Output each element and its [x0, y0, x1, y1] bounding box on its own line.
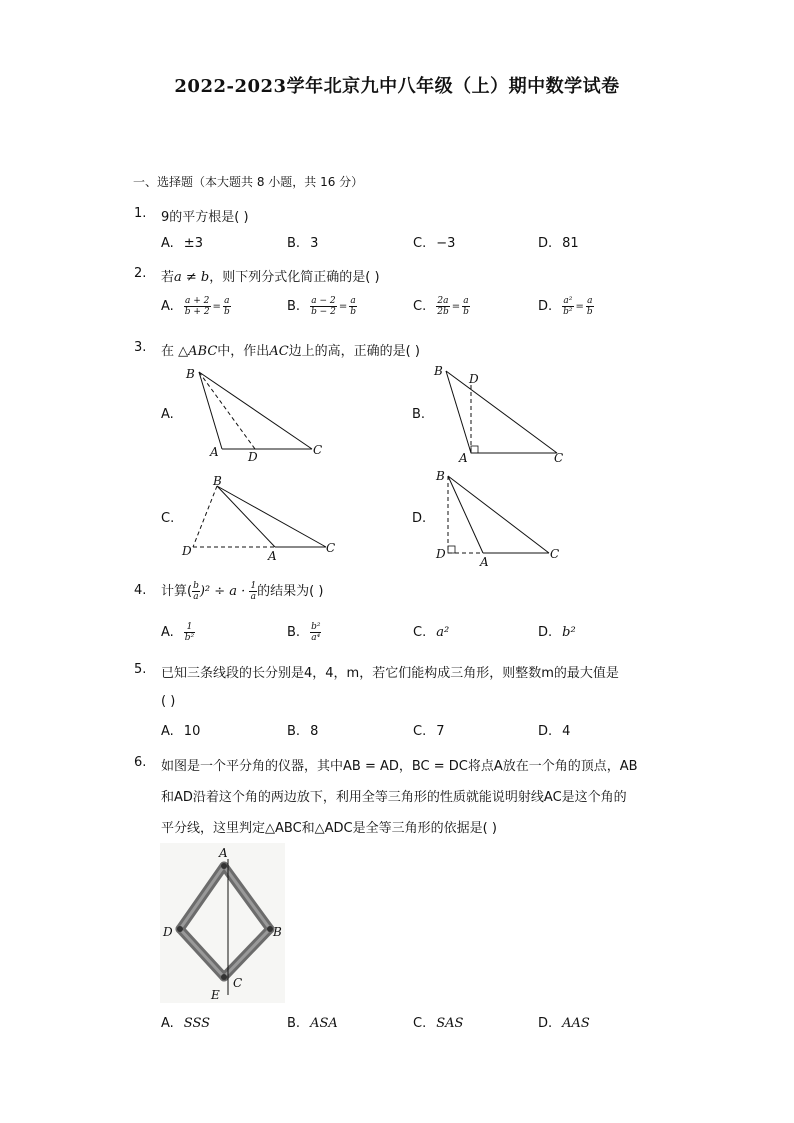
question-text: 已知三条线段的长分别是4，4，m，若它们能构成三角形，则整数m的最大值是	[161, 666, 619, 681]
option-d: D. AAS	[538, 1016, 590, 1031]
option-a: A. ±3	[161, 236, 203, 251]
figure-option-b	[430, 362, 580, 467]
option-d: D. $\frac{\text{a²}}{\text{b²}}$ = $\frac{a}{b}$	[538, 296, 593, 317]
option-b: B. ASA	[287, 1016, 338, 1031]
option-a: A. SSS	[161, 1016, 211, 1031]
option-b: B. 3	[287, 236, 319, 251]
question-text: 在 △ABC中，作出AC边上的高，正确的是( )	[161, 344, 420, 359]
option-c: C.	[161, 511, 175, 526]
figure-option-a	[180, 362, 330, 467]
point-label-c: C	[313, 443, 323, 457]
option-b: B. $\frac{\text{b²}}{\text{a⁴}}$	[287, 622, 321, 643]
point-label-e: E	[211, 988, 220, 1002]
point-label-a: A	[268, 549, 277, 563]
option-b: B. $\frac{a - 2}{b - 2}$ = $\frac{a}{b}$	[287, 296, 356, 317]
option-a: A. $\frac{1}{\text{b²}}$	[161, 622, 195, 643]
point-label-d: D	[248, 450, 258, 464]
option-c: C. a²	[413, 625, 450, 640]
option-c: C. SAS	[413, 1016, 464, 1031]
point-label-c: C	[233, 976, 243, 990]
point-label-b: B	[436, 469, 445, 483]
section-heading: 一、选择题（本大题共 8 小题，共 16 分）	[133, 175, 364, 189]
question-number: 1.	[134, 206, 147, 221]
point-label-c: C	[554, 451, 564, 465]
figure-option-c	[180, 472, 340, 567]
question-number: 2.	[134, 266, 147, 281]
question-text: 计算( $\frac{b}{a}$ )² ÷ a · $\frac{1}{a}$ 的结果为( )	[161, 581, 324, 602]
point-label-c: C	[550, 547, 560, 561]
option-a: A.	[161, 407, 174, 422]
option-d: D. 81	[538, 236, 579, 251]
point-label-a: A	[219, 846, 228, 860]
question-number: 3.	[134, 340, 147, 355]
option-b: B. 8	[287, 724, 319, 739]
point-label-b: B	[186, 367, 195, 381]
option-d: D. b²	[538, 625, 576, 640]
point-label-b: B	[273, 925, 282, 939]
question-text-line2: 和AD沿着这个角的两边放下，利用全等三角形的性质就能说明射线AC是这个角的	[161, 790, 627, 805]
question-text-line1: 如图是一个平分角的仪器，其中AB = AD，BC = DC将点A放在一个角的顶点，AB	[161, 759, 638, 774]
question-text: 若a ≠ b，则下列分式化简正确的是( )	[161, 270, 380, 285]
question-text-cont: ( )	[161, 694, 176, 709]
point-label-c: C	[326, 541, 336, 555]
point-label-a: A	[459, 451, 468, 465]
point-label-d: D	[163, 925, 173, 939]
option-b: B.	[412, 407, 426, 422]
point-label-a: A	[480, 555, 489, 569]
option-d: D. 4	[538, 724, 571, 739]
option-a: A. 10	[161, 724, 201, 739]
question-text: 9的平方根是( )	[161, 210, 249, 225]
point-label-d: D	[436, 547, 446, 561]
point-label-b: B	[434, 364, 443, 378]
question-number: 5.	[134, 662, 147, 677]
angle-bisector-instrument-figure	[160, 843, 285, 1003]
option-c: C. 7	[413, 724, 445, 739]
option-d: D.	[412, 511, 427, 526]
figure-option-d	[430, 466, 580, 571]
question-number: 4.	[134, 583, 147, 598]
option-c: C. $\frac{2a}{2b}$ = $\frac{a}{b}$	[413, 296, 469, 317]
page-title: 2022-2023学年北京九中八年级（上）期中数学试卷	[174, 76, 620, 97]
point-label-a: A	[210, 445, 219, 459]
option-a: A. $\frac{a + 2}{b + 2}$ = $\frac{a}{b}$	[161, 296, 230, 317]
option-c: C. −3	[413, 236, 456, 251]
question-number: 6.	[134, 755, 147, 770]
point-label-d: D	[182, 544, 192, 558]
question-text-line3: 平分线，这里判定△ABC和△ADC是全等三角形的依据是( )	[161, 821, 497, 836]
point-label-d: D	[469, 372, 479, 386]
point-label-b: B	[213, 474, 222, 488]
